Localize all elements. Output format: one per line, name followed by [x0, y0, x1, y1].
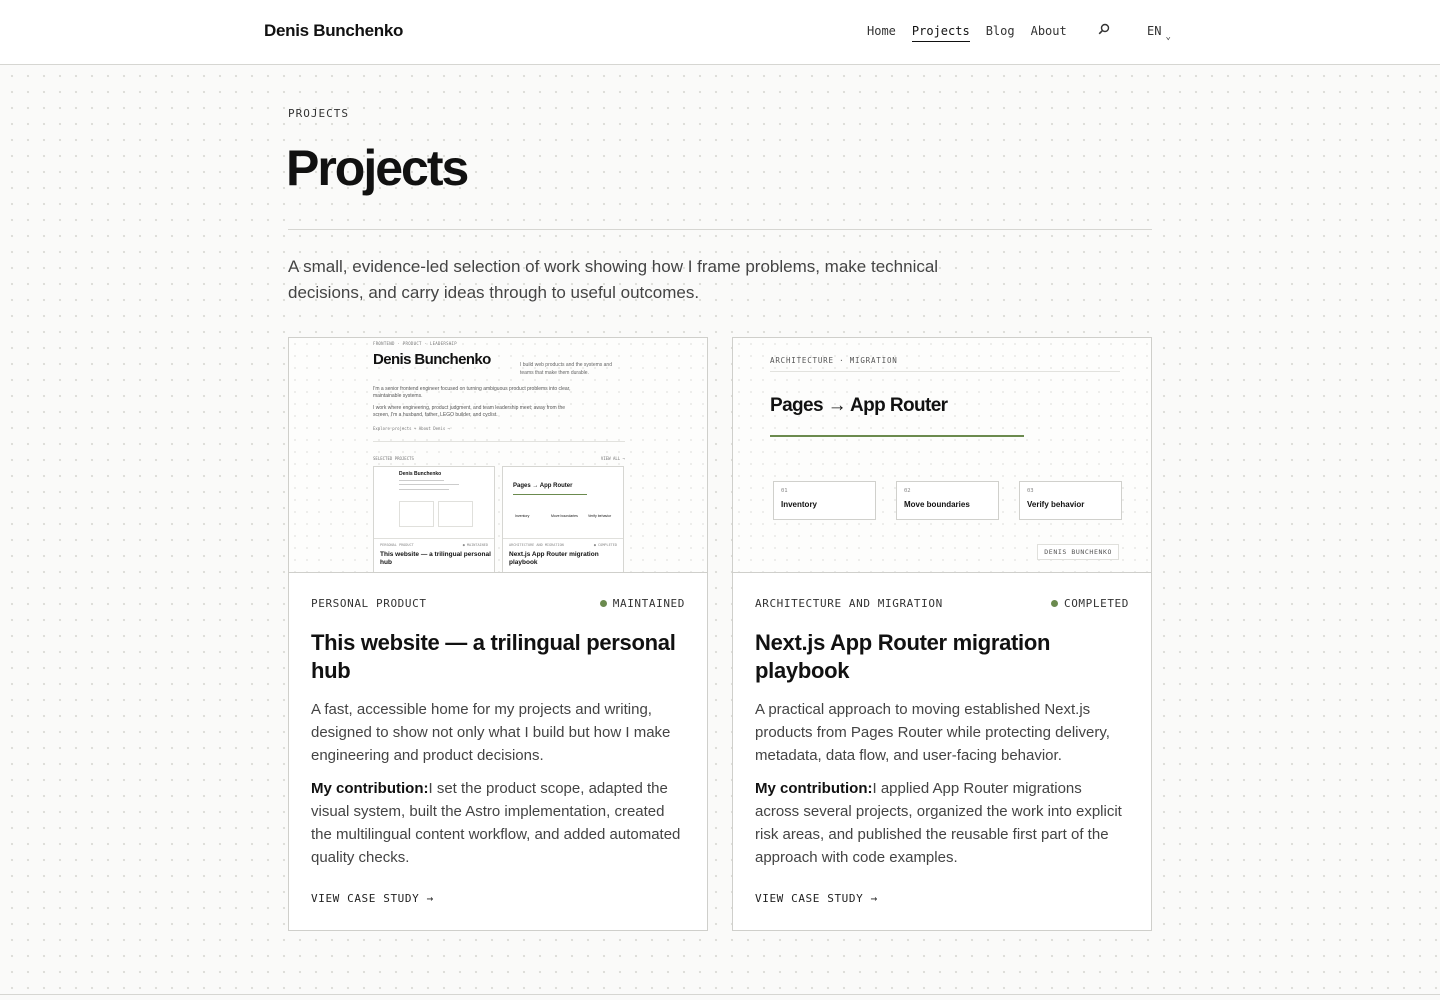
- nav-about[interactable]: About: [1030, 24, 1067, 38]
- project-contribution: [311, 777, 685, 869]
- preview-mini-card: [373, 466, 495, 573]
- page-title: Projects: [286, 140, 468, 196]
- preview-step: 02 Move boundaries: [896, 481, 999, 520]
- preview-tagline: I build web products and the systems and teams that make them durable.: [520, 362, 612, 376]
- card-meta: [311, 597, 685, 610]
- preview-accent-line: [770, 435, 1024, 437]
- project-card[interactable]: [288, 337, 708, 931]
- brand-logo[interactable]: Denis Bunchenko: [264, 21, 404, 40]
- preview-mini-thumb: Denis Bunchenko: [374, 467, 494, 539]
- status-label: MAINTAINED: [612, 597, 685, 610]
- contribution-text: I set the product scope, adapted the visual system, built the Astro implementation, created the multilingual content workflow, and added automated quality checks.: [311, 780, 681, 866]
- site-header: [0, 0, 1440, 65]
- status-dot-icon: [1051, 600, 1058, 607]
- page-eyebrow: PROJECTS: [288, 107, 349, 120]
- website-preview: [373, 338, 625, 573]
- search-icon-glyph: [1098, 23, 1110, 35]
- preview-mini-title: Next.js App Router migration playbook: [509, 551, 599, 566]
- preview-name: Denis Bunchenko: [373, 351, 491, 368]
- status-badge: [600, 597, 685, 610]
- project-card[interactable]: [732, 337, 1152, 931]
- language-switcher[interactable]: [1147, 24, 1171, 42]
- language-label: EN: [1147, 24, 1162, 38]
- preview-badge: DENIS BUNCHENKO: [1037, 544, 1119, 560]
- chevron-down-icon: ⌄: [1165, 32, 1171, 42]
- project-title[interactable]: This website — a trilingual personal hub: [311, 630, 676, 683]
- preview-divider: [770, 371, 1120, 372]
- preview-intro: I'm a senior frontend engineer focused on turning ambiguous product problems into clear, maintainable systems.: [373, 386, 571, 399]
- preview-step: 03 Verify behavior: [1019, 481, 1122, 520]
- project-contribution: [755, 777, 1129, 869]
- preview-mini-meta: ARCHITECTURE AND MIGRATION ● COMPLETED: [509, 543, 617, 547]
- nav-blog[interactable]: Blog: [985, 24, 1015, 38]
- preview-eyebrow: ARCHITECTURE · MIGRATION: [770, 356, 898, 365]
- card-body: [733, 573, 1151, 869]
- nav-projects[interactable]: Projects: [912, 24, 970, 42]
- project-category: PERSONAL PRODUCT: [311, 597, 427, 610]
- preview-selected: SELECTED PROJECTS: [373, 456, 414, 461]
- project-category: ARCHITECTURE AND MIGRATION: [755, 597, 943, 610]
- preview-mini-title: This website — a trilingual personal hub: [380, 551, 491, 566]
- preview-view-all: VIEW ALL →: [600, 456, 625, 461]
- project-title[interactable]: Next.js App Router migration playbook: [755, 630, 1051, 683]
- preview-step: 01 Inventory: [773, 481, 876, 520]
- page-lead: A small, evidence-led selection of work showing how I frame problems, make technical decisions, and carry ideas through to useful outcomes.: [288, 257, 939, 302]
- card-body: [289, 573, 707, 869]
- view-case-study-link[interactable]: VIEW CASE STUDY →: [311, 892, 434, 905]
- project-description: A fast, accessible home for my projects and writing, designed to show not only what I build but how I make engineering and product decisions.: [311, 701, 671, 764]
- footer-divider: [0, 994, 1440, 995]
- preview-title: Pages → App Router: [770, 395, 948, 416]
- preview-mini-meta: PERSONAL PRODUCT ● MAINTAINED: [380, 543, 488, 547]
- main-nav: [867, 24, 1067, 42]
- status-badge: [1051, 597, 1129, 610]
- preview-mini-thumb: Pages → App Router Inventory Move boundaries Verify behavior: [503, 467, 623, 539]
- contribution-label: My contribution:: [311, 780, 429, 797]
- preview-mini-card: [502, 466, 624, 573]
- preview-eyebrow: FRONTEND · PRODUCT · LEADERSHIP: [373, 341, 457, 346]
- preview-links: Explore projects → About Denis →: [373, 426, 451, 431]
- preview-divider: [373, 441, 625, 442]
- project-description: A practical approach to moving established Next.js products from Pages Router while protecting delivery, metadata, data flow, and user-facing behavior.: [755, 701, 1110, 764]
- project-thumbnail: [733, 338, 1151, 573]
- contribution-label: My contribution:: [755, 780, 873, 797]
- view-case-study-link[interactable]: VIEW CASE STUDY →: [755, 892, 878, 905]
- card-meta: [755, 597, 1129, 610]
- status-dot-icon: [600, 600, 607, 607]
- contribution-text: I applied App Router migrations across several projects, organized the work into explicit risk areas, and published the reusable first part of the approach with code examples.: [755, 780, 1122, 866]
- project-thumbnail: [289, 338, 707, 573]
- search-icon[interactable]: [1095, 22, 1113, 40]
- divider: [288, 229, 1152, 230]
- status-label: COMPLETED: [1063, 597, 1129, 610]
- nav-home[interactable]: Home: [867, 24, 896, 38]
- preview-intro-2: I work where engineering, product judgment, and team leadership meet; away from the screen, I'm a husband, father, LEGO builder, and cyclist.: [373, 405, 566, 418]
